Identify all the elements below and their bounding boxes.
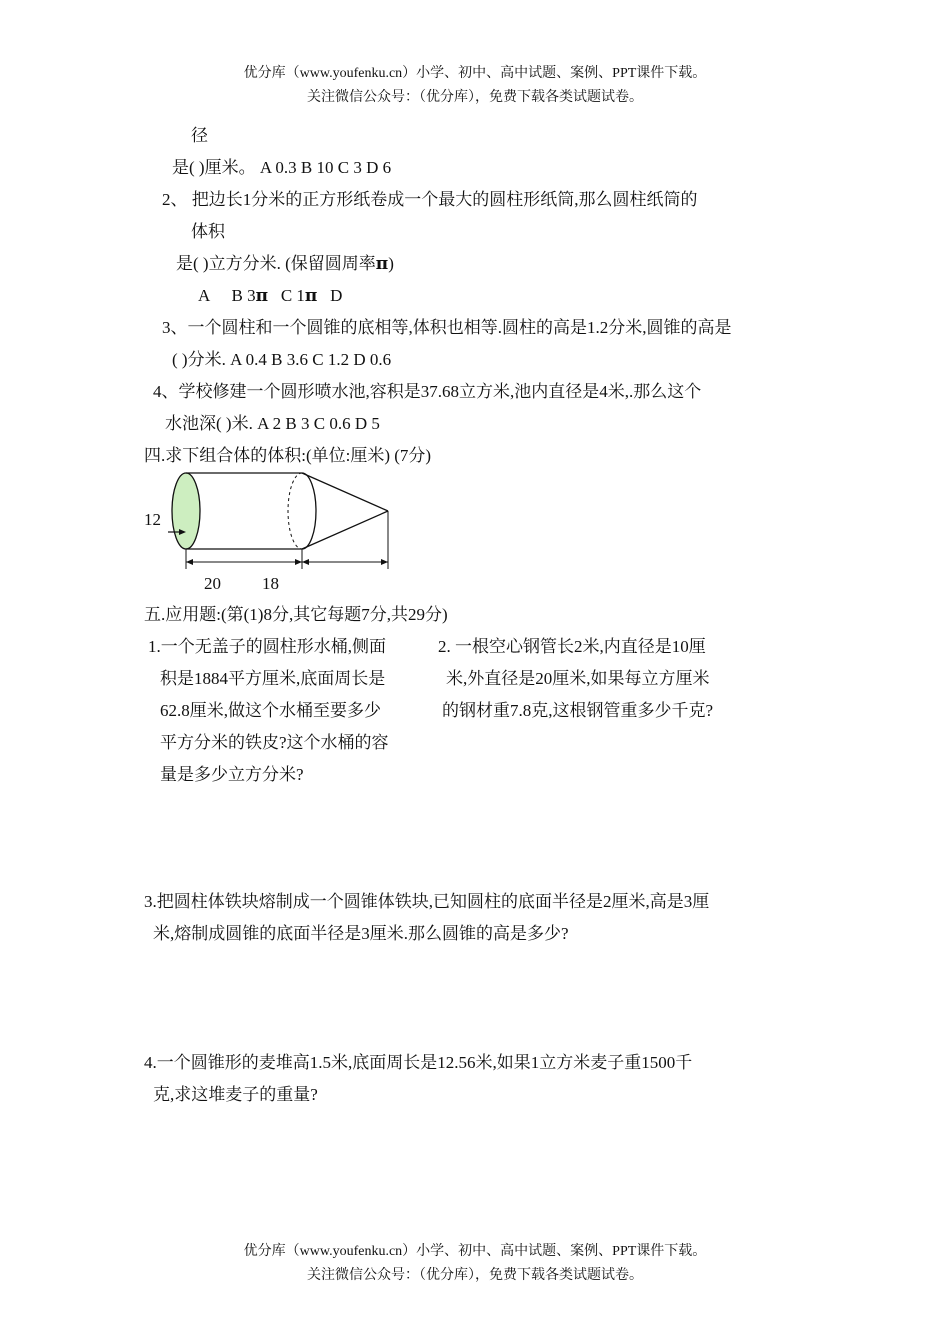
q1-line-b: 是( )厘米。 A 0.3 B 10 C 3 D 6	[172, 158, 392, 177]
p4-line: 4.一个圆锥形的麦堆高1.5米,底面周长是12.56米,如果1立方米麦子重1500千	[144, 1053, 693, 1072]
q4-line-b: 水池深( )米. A 2 B 3 C 0.6 D 5	[165, 414, 380, 433]
p2-line: 米,外直径是20厘米,如果每立方厘米	[446, 669, 710, 688]
page-header-line2: 关注微信公众号：（优分库），免费下载各类试题试卷。	[307, 90, 643, 105]
pi-symbol: π	[255, 286, 269, 306]
cylinder-right-base-front	[302, 473, 316, 549]
p2-line: 2. 一根空心钢管长2米,内直径是10厘	[438, 637, 706, 656]
p3-line: 3.把圆柱体铁块熔制成一个圆锥体铁块,已知圆柱的底面半径是2厘米,高是3厘	[144, 892, 710, 911]
q1-line-a: 径	[191, 126, 208, 145]
q2-option-a: A	[198, 286, 211, 305]
p1-line: 62.8厘米,做这个水桶至要多少	[160, 701, 381, 720]
label-cone-length: 18	[262, 574, 279, 593]
q2-line-c-close: )	[388, 254, 394, 273]
label-diameter: 12	[144, 510, 161, 529]
q2-option-b: B 3	[231, 286, 256, 305]
q2-option-c: C 1	[280, 286, 305, 305]
pi-symbol: π	[304, 286, 318, 306]
p2-line: 的钢材重7.8克,这根钢管重多少千克?	[442, 701, 714, 720]
p1-line: 量是多少立方分米?	[160, 765, 304, 784]
q3-line-a: 3、一个圆柱和一个圆锥的底相等,体积也相等.圆柱的高是1.2分米,圆锥的高是	[162, 318, 732, 337]
cone-bottom-edge	[302, 511, 388, 549]
q3-line-b: ( )分米. A 0.4 B 3.6 C 1.2 D 0.6	[172, 350, 392, 369]
page-header-line1: 优分库（www.youfenku.cn）小学、初中、高中试题、案例、PPT课件下载。	[243, 66, 707, 81]
p1-line: 平方分米的铁皮?这个水桶的容	[160, 733, 389, 752]
dimension-arrow-icon	[381, 559, 388, 565]
cylinder-left-base	[172, 473, 200, 549]
p1-line: 积是1884平方厘米,底面周长是	[160, 669, 386, 688]
section5-title: 五.应用题:(第(1)8分,其它每题7分,共29分)	[144, 605, 448, 624]
page-footer-line1: 优分库（www.youfenku.cn）小学、初中、高中试题、案例、PPT课件下载。	[243, 1244, 707, 1259]
p3-line: 米,熔制成圆锥的底面半径是3厘米.那么圆锥的高是多少?	[153, 924, 569, 943]
composite-solid-diagram	[140, 465, 400, 595]
q2-options	[198, 285, 342, 307]
dimension-arrow-icon	[295, 559, 302, 565]
label-cylinder-length: 20	[204, 574, 221, 593]
p1-line: 1.一个无盖子的圆柱形水桶,侧面	[148, 637, 386, 656]
cylinder-right-base-hidden	[288, 473, 302, 549]
q2-line-a: 2、 把边长1分米的正方形纸卷成一个最大的圆柱形纸筒,那么圆柱纸筒的	[162, 190, 698, 209]
dimension-arrow-icon	[302, 559, 309, 565]
cone-top-edge	[302, 473, 388, 511]
q4-line-a: 4、学校修建一个圆形喷水池,容积是37.68立方米,池内直径是4米,.那么这个	[153, 382, 702, 401]
dimension-arrow-icon	[186, 559, 193, 565]
section4-title: 四.求下组合体的体积:(单位:厘米) (7分)	[144, 446, 432, 465]
page-footer-line2: 关注微信公众号：（优分库），免费下载各类试题试卷。	[307, 1268, 643, 1283]
pi-symbol: π	[375, 254, 389, 274]
q2-line-c-text: 是( )立方分米. (保留圆周率	[176, 254, 376, 273]
q2-line-b: 体积	[191, 222, 225, 241]
p4-line: 克,求这堆麦子的重量?	[153, 1085, 318, 1104]
q2-line-c	[176, 253, 394, 275]
q2-option-d: D	[330, 286, 343, 305]
